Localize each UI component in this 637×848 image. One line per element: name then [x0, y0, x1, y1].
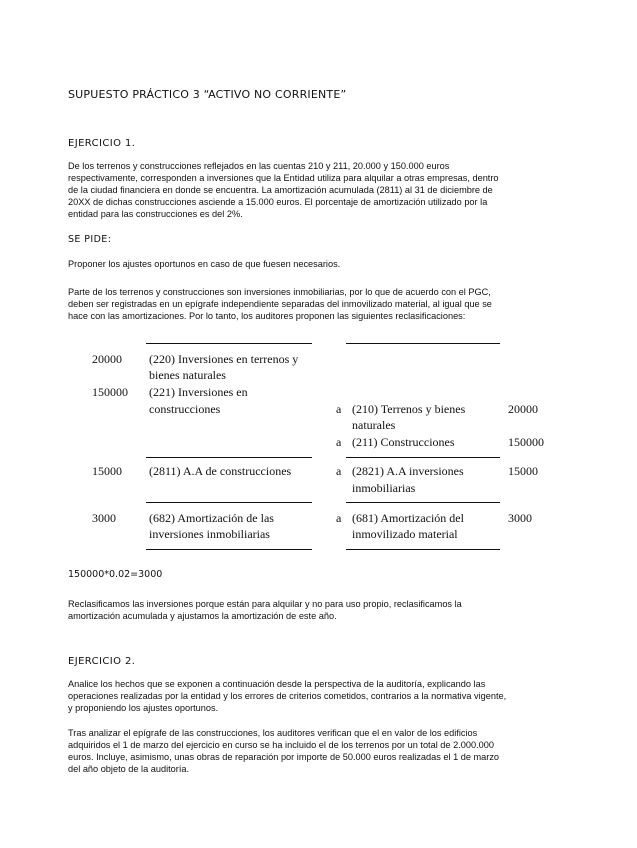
credit-account: inmovilizado material — [352, 527, 458, 541]
conclusion-text — [68, 598, 568, 622]
text-line: operaciones realizadas por la entidad y los errores de criterios cometidos, contrarios a la normativa vigente, — [68, 691, 507, 701]
credit-amount: 150000 — [508, 435, 544, 449]
debit-account: (682) Amortización de las — [149, 511, 274, 525]
text-line: deben ser registradas en un epígrafe independiente separadas del inmovilizado material, al igual que se — [68, 299, 492, 309]
ejercicio-2-intro — [68, 678, 568, 714]
debit-account: (221) Inversiones en — [149, 385, 248, 399]
text-line: y proponiendo los ajustes oportunos. — [68, 703, 219, 713]
debit-account: bienes naturales — [149, 368, 226, 382]
credit-marker: a — [336, 511, 342, 525]
se-pide-label: SE PIDE: — [68, 234, 112, 245]
debit-amount: 3000 — [92, 511, 116, 525]
calculation-text: 150000*0.02=3000 — [68, 569, 163, 580]
text-line: Parte de los terrenos y construcciones son inversiones inmobiliarias, por lo que de acuerdo con el PGC, — [68, 287, 491, 297]
credit-account: naturales — [352, 418, 396, 432]
journal-rule — [346, 343, 500, 344]
credit-amount: 3000 — [508, 511, 532, 525]
text-line: de la ciudad financiera en donde se encuentra. La amortización acumulada (2811) al 31 de diciembre de — [68, 185, 493, 195]
text-line: De los terrenos y construcciones reflejados en las cuentas 210 y 211, 20.000 y 150.000 euros — [68, 161, 450, 171]
journal-rule — [146, 502, 312, 503]
debit-amount: 20000 — [92, 352, 122, 366]
text-line: adquiridos el 1 de marzo del ejercicio en curso se ha incluido el de los terrenos por un total de 2.000.000 — [68, 740, 494, 750]
ejercicio-2-heading: EJERCICIO 2. — [68, 656, 136, 667]
credit-account: (2821) A.A inversiones — [352, 464, 464, 478]
credit-marker: a — [336, 402, 342, 416]
text-line: respectivamente, corresponden a inversiones que la Entidad utiliza para alquilar a otras empresas, dentro — [68, 173, 499, 183]
ejercicio-1-statement — [68, 160, 568, 220]
text-line: Analice los hechos que se exponen a continuación desde la perspectiva de la auditoría, explicando las — [68, 679, 486, 689]
credit-amount: 15000 — [508, 464, 538, 478]
debit-amount: 150000 — [92, 385, 128, 399]
debit-account: construcciones — [149, 402, 221, 416]
text-line: del año objeto de la auditoría. — [68, 764, 190, 774]
credit-account: (210) Terrenos y bienes — [352, 402, 466, 416]
credit-account: (681) Amortización del — [352, 511, 464, 525]
credit-marker: a — [336, 464, 342, 478]
debit-account: (2811) A.A de construcciones — [149, 464, 292, 478]
page-title: SUPUESTO PRÁCTICO 3 “ACTIVO NO CORRIENTE” — [68, 88, 347, 101]
text-line: euros. Incluye, asimismo, unas obras de reparación por importe de 50.000 euros realizadas el 1 de marzo — [68, 752, 500, 762]
ejercicio-1-heading: EJERCICIO 1. — [68, 138, 136, 149]
task-text: Proponer los ajustes oportunos en caso de que fuesen necesarios. — [68, 259, 341, 269]
text-line: amortización acumulada y ajustamos la amortización de este año. — [68, 611, 337, 621]
journal-rule — [346, 457, 500, 458]
text-line: entidad para las construcciones es del 2%. — [68, 209, 243, 219]
journal-rule — [146, 457, 312, 458]
credit-account: inmobiliarias — [352, 481, 416, 495]
debit-account: inversiones inmobiliarias — [149, 527, 270, 541]
credit-account: (211) Construcciones — [352, 435, 455, 449]
credit-marker: a — [336, 435, 342, 449]
debit-amount: 15000 — [92, 464, 122, 478]
credit-amount: 20000 — [508, 402, 538, 416]
text-line: Tras analizar el epígrafe de las construcciones, los auditores verifican que el en valor de los edificios — [68, 728, 478, 738]
text-line: hace con las amortizaciones. Por lo tanto, los auditores proponen las siguientes reclasificaciones: — [68, 311, 466, 321]
text-line: 20XX de dichas construcciones asciende a 15.000 euros. El porcentaje de amortización utilizado por la — [68, 197, 488, 207]
text-line: Reclasificamos las inversiones porque están para alquilar y no para uso propio, reclasificamos la — [68, 599, 462, 609]
journal-rule — [346, 549, 500, 550]
ejercicio-2-facts — [68, 727, 568, 775]
journal-rule — [346, 502, 500, 503]
journal-rule — [146, 343, 312, 344]
debit-account: (220) Inversiones en terrenos y — [149, 352, 299, 366]
answer-intro — [68, 286, 568, 322]
journal-rule — [146, 549, 312, 550]
